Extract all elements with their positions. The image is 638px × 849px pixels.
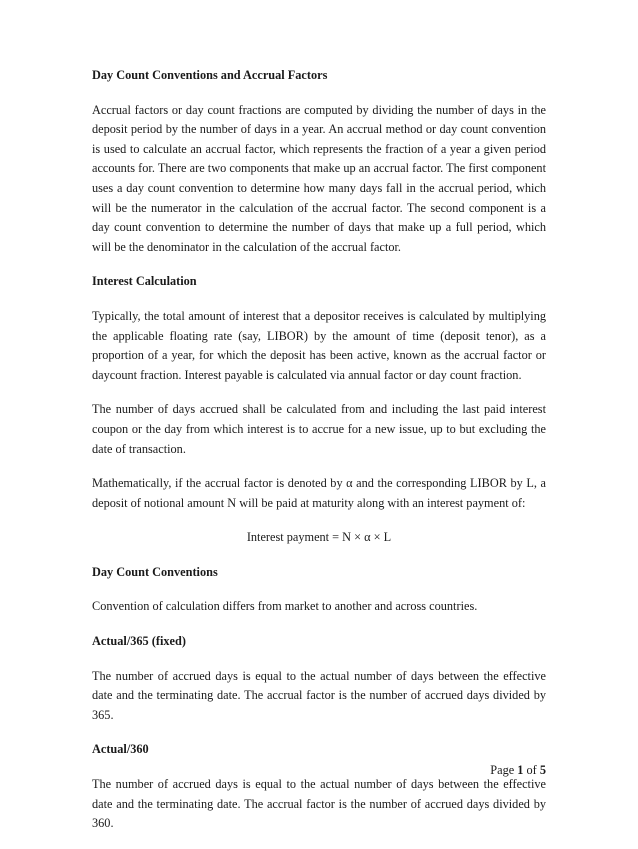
conventions-paragraph: Convention of calculation differs from market to another and across countries. (92, 599, 478, 614)
section-heading-actual-360: Actual/360 (92, 742, 149, 757)
document-page (92, 66, 546, 849)
interest-paragraph-3: Mathematically, if the accrual factor is denoted by α and the corresponding LIBOR by L, a deposit of notional amount N will be paid at maturity along with an interest payment of: (92, 476, 546, 510)
interest-formula: Interest payment = N × α × L (246, 530, 392, 545)
interest-paragraph-1: Typically, the total amount of interest that a depositor receives is calculated by multiplying the applicable floating rate (say, LIBOR) by the amount of time (deposit tenor), as a proportion of a year, for which the deposit has been active, known as the accrual factor or daycount fraction. Interest payable is calculated via annual factor or day count fraction. (92, 308, 546, 382)
page-total: 5 (539, 763, 546, 777)
interest-paragraph-2: The number of days accrued shall be calculated from and including the last paid interest coupon or the day from which interest is to accrue for a new issue, up to but excluding the date of transaction. (92, 402, 546, 456)
actual-360-paragraph: The number of accrued days is equal to the actual number of days between the effective date and the terminating date. The accrual factor is the number of accrued days divided by 360. (92, 777, 546, 831)
of-label: of (526, 763, 537, 777)
intro-paragraph: Accrual factors or day count fractions are computed by dividing the number of days in the deposit period by the number of days in a year. An accrual method or day count convention is used to calculate an accrual factor, which represents the fraction of a year a given period accounts for. There are two components that make up an accrual factor. The first component uses a day count convention to determine how many days fall in the accrual period, which will be the numerator in the calculation of the accrual factor. The second component is a day count convention to determine the number of days that make up a full period, which will be the denominator in the calculation of the accrual factor. (92, 102, 546, 254)
page-label: Page (490, 763, 515, 777)
section-heading-day-count-conventions: Day Count Conventions (92, 564, 218, 579)
actual-365-paragraph: The number of accrued days is equal to the actual number of days between the effective date and the terminating date. The accrual factor is the number of accrued days divided by 365. (92, 668, 546, 722)
page-current: 1 (517, 763, 524, 777)
section-heading-interest-calculation: Interest Calculation (92, 274, 197, 289)
page-number-footer (490, 761, 546, 781)
section-heading-actual-365: Actual/365 (fixed) (92, 634, 186, 649)
document-title: Day Count Conventions and Accrual Factors (92, 68, 328, 82)
